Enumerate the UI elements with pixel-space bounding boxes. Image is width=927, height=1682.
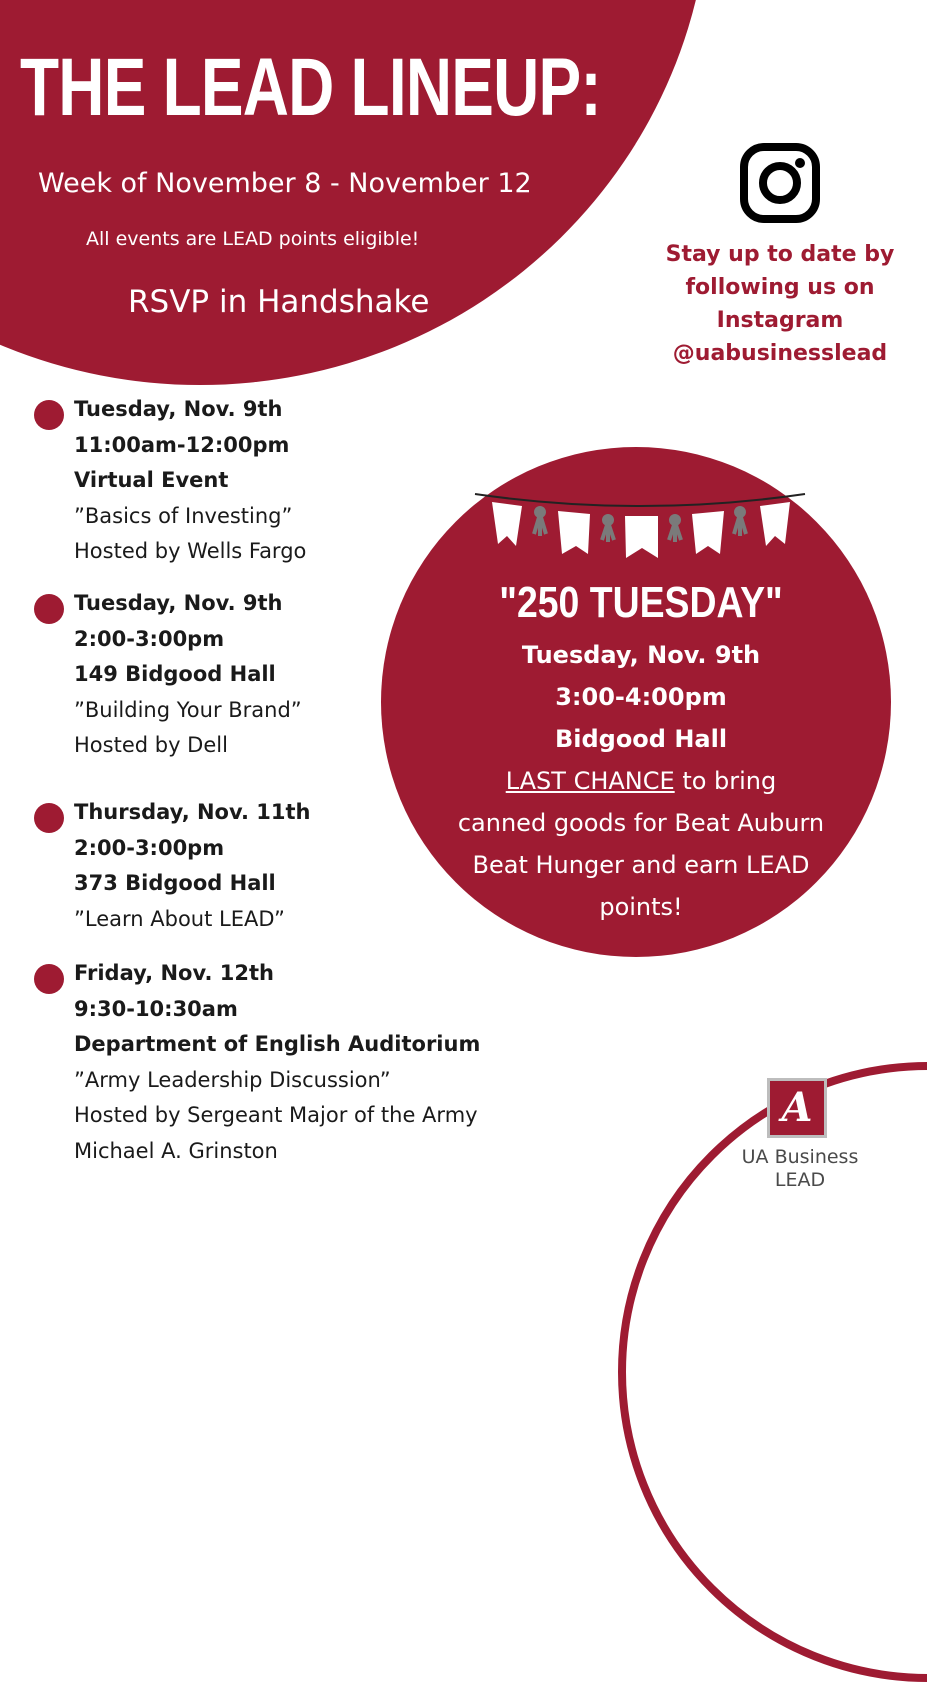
event-time: 11:00am-12:00pm (74, 432, 290, 457)
instagram-handle[interactable]: @uabusinesslead (672, 341, 888, 366)
feature-line: points! (599, 893, 683, 921)
event-host: Hosted by Sergeant Major of the Army (74, 1103, 478, 1127)
bunting-banner-icon (470, 476, 810, 566)
event-day: Thursday, Nov. 11th (74, 800, 311, 824)
bullet-dot (34, 803, 64, 833)
feature-line: canned goods for Beat Auburn (457, 809, 825, 837)
feature-details (381, 634, 901, 928)
event-time: 2:00-3:00pm (74, 626, 225, 651)
points-eligible-note: All events are LEAD points eligible! (86, 228, 420, 250)
feature-day: Tuesday, Nov. 9th (521, 641, 761, 669)
feature-line (381, 760, 901, 802)
logo-line: UA Business (741, 1146, 859, 1168)
week-range: Week of November 8 - November 12 (38, 168, 532, 199)
event-host: Hosted by Dell (74, 733, 228, 757)
event-time: 9:30-10:30am (74, 996, 238, 1021)
feature-time: 3:00-4:00pm (555, 683, 727, 711)
instagram-line: Stay up to date by (665, 242, 895, 267)
page-title: THE LEAD LINEUP: (20, 42, 601, 133)
instagram-line: following us on (685, 275, 875, 300)
rsvp-note: RSVP in Handshake (128, 284, 430, 320)
event-day: Friday, Nov. 12th (74, 961, 274, 985)
feature-line: Beat Hunger and earn LEAD (472, 851, 810, 879)
instagram-line: Instagram (716, 308, 844, 333)
event-location: Virtual Event (74, 468, 229, 492)
bullet-dot (34, 400, 64, 430)
bullet-dot (34, 594, 64, 624)
last-chance-text: LAST CHANCE (505, 767, 675, 795)
event-location: Department of English Auditorium (74, 1032, 481, 1056)
feature-line-rest: to bring (674, 767, 777, 795)
event-title: ”Army Leadership Discussion” (74, 1067, 391, 1092)
instagram-icon[interactable] (740, 143, 820, 223)
event-host: Hosted by Wells Fargo (74, 539, 307, 563)
ua-logo-icon (767, 1078, 827, 1138)
event-day: Tuesday, Nov. 9th (74, 591, 283, 615)
instagram-callout (640, 238, 920, 370)
event-location: 373 Bidgood Hall (74, 871, 276, 895)
event-location: 149 Bidgood Hall (74, 662, 276, 686)
event-time: 2:00-3:00pm (74, 835, 225, 860)
logo-mark: A (781, 1084, 813, 1131)
logo-wordmark (700, 1146, 900, 1192)
feature-location: Bidgood Hall (554, 725, 728, 753)
event-day: Tuesday, Nov. 9th (74, 397, 283, 421)
event-host-name: Michael A. Grinston (74, 1138, 278, 1163)
event-title: ”Building Your Brand” (74, 697, 302, 722)
feature-title: "250 TUESDAY" (499, 578, 783, 627)
bullet-dot (34, 964, 64, 994)
event-title: ”Learn About LEAD” (74, 906, 285, 931)
event-title: ”Basics of Investing” (74, 503, 293, 528)
logo-line: LEAD (774, 1169, 826, 1191)
